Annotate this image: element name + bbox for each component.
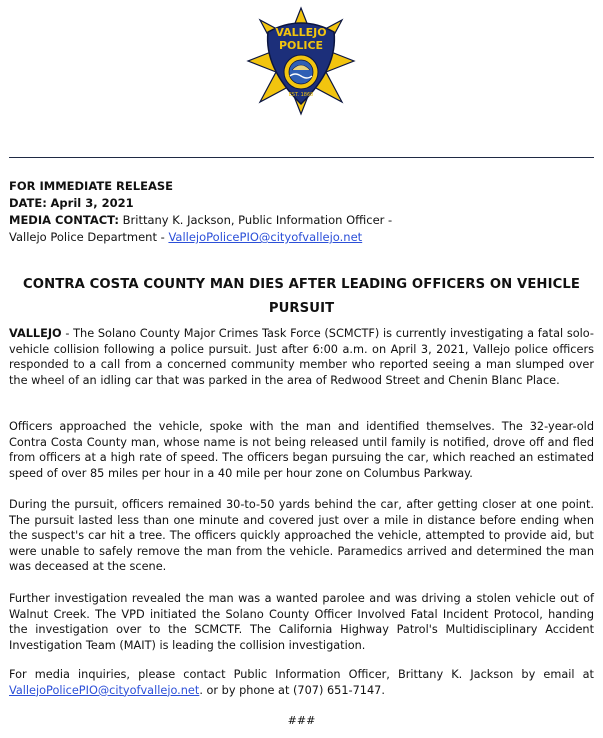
media-contact-label: MEDIA CONTACT: bbox=[9, 213, 119, 227]
paragraph-3: During the pursuit, officers remained 30-to-50 yards behind the car, after getting closer at one point. The pursuit lasted less than one minute and covered just over a mile in distance before ending when the suspect's car hit a tree. The officers quickly approached the vehicle, attempted to provide aid, but were unable to safely remove the man from the vehicle. Paramedics arrived and determined the man was deceased at the scene. bbox=[9, 498, 594, 574]
inquiry-email-link[interactable]: VallejoPolicePIO@cityofvallejo.net bbox=[9, 683, 200, 697]
release-header bbox=[9, 178, 594, 246]
badge-bottom-text: EST. 1868 bbox=[288, 92, 314, 98]
badge-middle-text: POLICE bbox=[278, 39, 324, 52]
badge-seal-inner bbox=[289, 60, 313, 84]
media-contact-name: Brittany K. Jackson, Public Information Officer - bbox=[122, 213, 393, 227]
release-label: FOR IMMEDIATE RELEASE bbox=[9, 179, 173, 193]
date-label: DATE: bbox=[9, 196, 47, 210]
paragraph-1-text: - The Solano County Major Crimes Task Force (SCMCTF) is currently investigating a fatal solo-vehicle collision following a police pursuit. Just after 6:00 a.m. on April 3, 2021, Vallejo police officers responded to a call from a concerned community member who reported seeing a man slumped over the wheel of an idling car that was parked in the area of Redwood Street and Chenin Blanc Place. bbox=[9, 327, 594, 387]
paragraph-4: Further investigation revealed the man was a wanted parolee and was driving a stolen vehicle out of Walnut Creek. The VPD initiated the Solano County Officer Involved Fatal Incident Protocol, handing the investigation over to the SCMCTF. The California Highway Patrol's Multidisciplinary Accident Investigation Team (MAIT) is leading the collision investigation. bbox=[9, 592, 594, 652]
headline: CONTRA COSTA COUNTY MAN DIES AFTER LEADING OFFICERS ON VEHICLE PURSUIT bbox=[23, 277, 580, 316]
vallejo-police-badge bbox=[246, 6, 356, 116]
paragraph-5-text: For media inquiries, please contact Public Information Officer, Brittany K. Jackson by email at bbox=[9, 668, 594, 681]
paragraph-1 bbox=[9, 326, 594, 388]
badge-top-text: VALLEJO bbox=[275, 26, 327, 39]
date-value: April 3, 2021 bbox=[50, 196, 134, 210]
media-contact-dept: Vallejo Police Department - bbox=[9, 230, 165, 244]
paragraph-5 bbox=[9, 667, 594, 698]
end-mark: ### bbox=[287, 714, 316, 727]
paragraph-2: Officers approached the vehicle, spoke with the man and identified themselves. The 32-year-old Contra Costa County man, whose name is not being released until family is notified, drove off and fled from officers at a high rate of speed. The officers began pursuing the car, which reached an estimated speed of over 85 miles per hour in a 40 mile per hour zone on Columbus Parkway. bbox=[9, 420, 594, 480]
paragraph-5-phone: . or by phone at (707) 651-7147. bbox=[199, 683, 385, 697]
dateline: VALLEJO bbox=[9, 327, 62, 340]
contact-email-link[interactable]: VallejoPolicePIO@cityofvallejo.net bbox=[168, 230, 363, 244]
header-divider bbox=[9, 157, 594, 158]
